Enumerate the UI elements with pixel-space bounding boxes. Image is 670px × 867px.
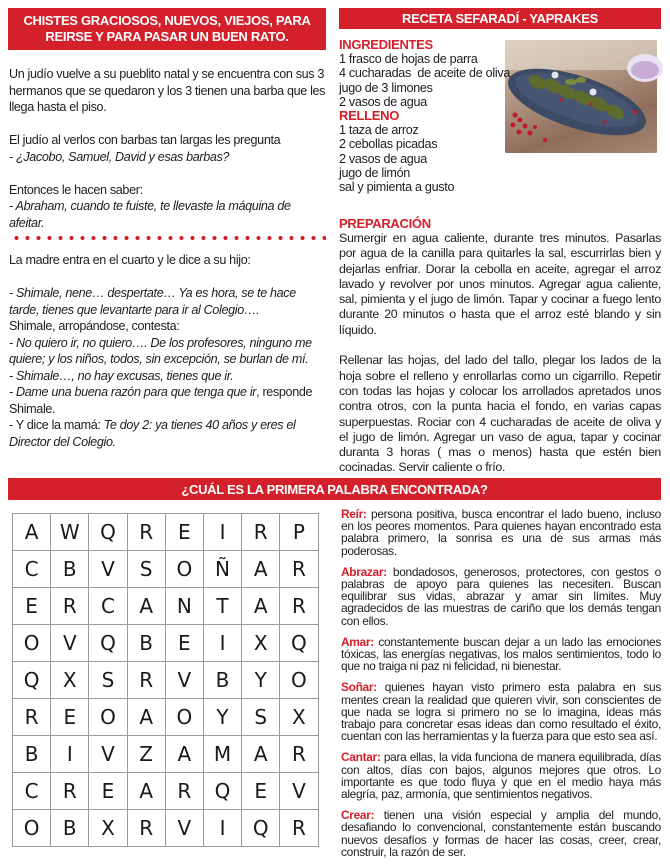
- grid-letter-cell[interactable]: A: [127, 773, 165, 810]
- grid-letter-cell[interactable]: Ñ: [203, 551, 241, 588]
- grid-letter-cell[interactable]: E: [89, 773, 127, 810]
- grid-letter-cell[interactable]: A: [13, 514, 51, 551]
- grid-letter-cell[interactable]: R: [13, 699, 51, 736]
- grid-letter-cell[interactable]: O: [13, 810, 51, 847]
- joke-2: [9, 252, 329, 450]
- filling-item: jugo de limón: [339, 166, 411, 181]
- grid-letter-cell[interactable]: Q: [242, 810, 280, 847]
- grid-letter-cell[interactable]: R: [280, 588, 318, 625]
- joke-1-punchline: - Abraham, cuando te fuiste, te llevaste la máquina de afeitar.: [9, 199, 291, 230]
- meaning-entry: [341, 751, 661, 800]
- grid-letter-cell[interactable]: X: [242, 625, 280, 662]
- grid-letter-cell[interactable]: A: [127, 699, 165, 736]
- grid-letter-cell[interactable]: V: [89, 736, 127, 773]
- grid-letter-cell[interactable]: C: [89, 588, 127, 625]
- grid-letter-cell[interactable]: A: [242, 551, 280, 588]
- grid-letter-cell[interactable]: Q: [280, 625, 318, 662]
- joke-2-narration: , responde Shimale.: [9, 385, 313, 416]
- grid-letter-cell[interactable]: O: [13, 625, 51, 662]
- meaning-term: Soñar:: [341, 680, 377, 695]
- grid-letter-cell[interactable]: S: [89, 662, 127, 699]
- meaning-term: Abrazar:: [341, 564, 387, 579]
- grid-letter-cell[interactable]: R: [51, 773, 89, 810]
- grid-letter-cell[interactable]: Q: [89, 514, 127, 551]
- joke-2-paragraph: Shimale, arropándose, contesta:: [9, 319, 180, 333]
- grid-letter-cell[interactable]: A: [242, 588, 280, 625]
- grid-letter-cell[interactable]: V: [51, 625, 89, 662]
- grid-letter-cell[interactable]: X: [51, 662, 89, 699]
- meaning-entry: [341, 809, 661, 858]
- meaning-text: para ellas, la vida funciona de manera equilibrada, días con altos, días con bajos, algunos mejores que otros. Lo importante es que todo fluya y que en el medio haya más alegría, paz, armonía, que sentimientos negativos.: [341, 750, 661, 802]
- grid-letter-cell[interactable]: R: [242, 514, 280, 551]
- word-meanings: [341, 508, 661, 867]
- ingredient-item: 1 frasco de hojas de parra: [339, 52, 478, 66]
- grid-letter-cell[interactable]: Z: [127, 736, 165, 773]
- grid-letter-cell[interactable]: I: [51, 736, 89, 773]
- grid-row: [13, 662, 319, 699]
- puzzle-section-title: ¿CUÁL ES LA PRIMERA PALABRA ENCONTRADA?: [8, 478, 661, 500]
- grid-letter-cell[interactable]: X: [89, 810, 127, 847]
- meaning-term: Amar:: [341, 634, 374, 649]
- filling-item: 2 vasos de agua: [339, 151, 427, 166]
- joke-1-dialogue: - ¿Jacobo, Samuel, David y esas barbas?: [9, 149, 230, 164]
- preparation-paragraph: Sumergir en agua caliente, durante tres minutos. Pasarlas por agua de la canilla para quitarles la sal, escurrirlas bien y dejarlas enfriar. Dorar la cebolla en aceite, agregar el arroz lavado y revolver por unos minutos. Agregar agua caliente, sal, pimienta y el jugo de limón. Tapar y cocinar a fuego lento durante 20 minutos o hasta que el arroz esté blando y sin líquido.: [339, 231, 661, 337]
- grid-letter-cell[interactable]: C: [13, 551, 51, 588]
- meaning-entry: [341, 636, 661, 673]
- grid-row: [13, 514, 319, 551]
- grid-row: [13, 588, 319, 625]
- joke-1-paragraph: El judío al verlos con barbas tan largas les pregunta: [9, 133, 281, 147]
- grid-letter-cell[interactable]: N: [165, 588, 203, 625]
- grid-letter-cell[interactable]: V: [165, 810, 203, 847]
- joke-2-dialogue: - No quiero ir, no quiero…. De los profesores, ninguno me quiere; y los niños, todos, sin excepción, se burlan de mí.: [9, 335, 312, 366]
- meaning-text: constantemente buscan dejar a un lado las emociones tóxicas, las energías negativas, los malos sentimientos, todo lo que no traiga ni paz ni felicidad, ni bienestar.: [341, 634, 661, 674]
- grid-letter-cell[interactable]: R: [127, 662, 165, 699]
- grid-letter-cell[interactable]: E: [165, 625, 203, 662]
- filling-heading: RELLENO: [339, 108, 400, 124]
- grid-letter-cell[interactable]: V: [280, 773, 318, 810]
- grid-letter-cell[interactable]: Y: [242, 662, 280, 699]
- grid-letter-cell[interactable]: Y: [203, 699, 241, 736]
- filling-item: 2 cebollas picadas: [339, 137, 438, 152]
- grid-row: [13, 699, 319, 736]
- ingredient-item: 2 vasos de agua: [339, 94, 427, 109]
- grid-row: [13, 736, 319, 773]
- filling-list: [339, 123, 661, 194]
- grid-letter-cell[interactable]: B: [203, 662, 241, 699]
- grid-letter-cell[interactable]: R: [280, 736, 318, 773]
- grid-letter-cell[interactable]: R: [127, 514, 165, 551]
- filling-item: 1 taza de arroz: [339, 123, 419, 138]
- grid-letter-cell[interactable]: C: [13, 773, 51, 810]
- grid-letter-cell[interactable]: Q: [89, 625, 127, 662]
- grid-letter-cell[interactable]: R: [165, 773, 203, 810]
- grid-letter-cell[interactable]: V: [89, 551, 127, 588]
- grid-letter-cell[interactable]: O: [89, 699, 127, 736]
- grid-letter-cell[interactable]: R: [280, 810, 318, 847]
- ingredient-item: 4 cucharadas de aceite de oliva: [339, 66, 511, 81]
- meaning-term: Cantar:: [341, 750, 381, 765]
- ingredient-item: jugo de 3 limones: [339, 80, 433, 95]
- grid-letter-cell[interactable]: Q: [13, 662, 51, 699]
- grid-letter-cell[interactable]: B: [51, 551, 89, 588]
- jokes-section-title: CHISTES GRACIOSOS, NUEVOS, VIEJOS, PARA REIRSE Y PARA PASAR UN BUEN RATO.: [8, 8, 326, 50]
- recipe-preparation: [339, 217, 661, 476]
- meaning-term: Crear:: [341, 808, 375, 823]
- grid-letter-cell[interactable]: X: [280, 699, 318, 736]
- grid-letter-cell[interactable]: M: [203, 736, 241, 773]
- recipe-section-title: RECETA SEFARADÍ - YAPRAKES: [339, 8, 661, 29]
- meaning-term: Reír:: [341, 507, 367, 521]
- meaning-text: bondadosos, generosos, protectores, con gestos o palabras de apoyo para quienes las necesiten. Buscan equilibrar sus vidas, abrazar y amar sin límites. Muy agradecidos de las muestras de cariño que los demás tengan con ellos.: [341, 564, 661, 628]
- grid-row: [13, 551, 319, 588]
- joke-2-dialogue: - Shimale…, no hay excusas, tienes que ir.: [9, 368, 234, 383]
- grid-letter-cell[interactable]: E: [165, 514, 203, 551]
- joke-2-dialogue: - Shimale, nene… despertate… Ya es hora, se te hace tarde, tienes que levantarte para ir al Colegio….: [9, 286, 296, 317]
- meaning-entry: [341, 566, 661, 627]
- grid-row: [13, 625, 319, 662]
- joke-1-paragraph: Un judío vuelve a su pueblito natal y se encuentra con sus 3 hermanos que se quedaron y los 3 tienen una barba que les llega hasta el piso.: [9, 67, 326, 114]
- meaning-text: tienen una visión especial y amplia del mundo, desafiando lo convencional, constantemente están buscando nuevos desafíos y formas de hacer las cosas, creer, crear, construir, la razón de ser.: [341, 808, 661, 859]
- joke-2-punchline: Te doy 2: ya tienes 40 años y eres el Director del Colegio.: [9, 418, 296, 449]
- grid-letter-cell[interactable]: R: [51, 588, 89, 625]
- meaning-text: quienes hayan visto primero esta palabra en sus mentes crean la realidad que quieren vivir, son conscientes de que nada se logra si primero no se lo imagina, ideas más trabajo para concretar esas ideas dan como resultado el éxito, cuentan con las herramientas y la fuerza para que esto sea así.: [341, 680, 661, 744]
- grid-letter-cell[interactable]: W: [51, 514, 89, 551]
- recipe-ingredients: [339, 38, 661, 195]
- grid-letter-cell[interactable]: E: [242, 773, 280, 810]
- dotted-divider: [11, 235, 326, 241]
- grid-letter-cell[interactable]: B: [127, 625, 165, 662]
- grid-row: [13, 810, 319, 847]
- grid-letter-cell[interactable]: S: [127, 551, 165, 588]
- preparation-paragraph: Rellenar las hojas, del lado del tallo, plegar los lados de la hoja sobre el relleno y enrollarlas como un cigarrillo. Repetir con todas las hojas y colocar los arrollados apretados unos contra otros, con la punta hacia el fondo, en varias capas superpuestas. Rociar con 4 cucharadas de aceite de oliva y el jugo de limón. Agregar un vaso de agua, tapar y cocinar duranta 3 horas ( mas o menos) hasta que estén bien cocinadas. Servir caliente o frío.: [339, 353, 661, 475]
- grid-letter-cell[interactable]: R: [280, 551, 318, 588]
- filling-item: sal y pimienta a gusto: [339, 180, 455, 195]
- grid-letter-cell[interactable]: I: [203, 514, 241, 551]
- joke-2-narration: - Y dice la mamá:: [9, 418, 104, 432]
- grid-letter-cell[interactable]: R: [127, 810, 165, 847]
- word-search-grid: [12, 513, 319, 847]
- grid-letter-cell[interactable]: I: [203, 810, 241, 847]
- ingredients-heading: INGREDIENTES: [339, 37, 433, 52]
- grid-row: [13, 773, 319, 810]
- grid-letter-cell[interactable]: P: [280, 514, 318, 551]
- grid-letter-cell[interactable]: V: [165, 662, 203, 699]
- joke-2-paragraph: La madre entra en el cuarto y le dice a su hijo:: [9, 253, 251, 267]
- meaning-entry: [341, 508, 661, 557]
- ingredients-list: [339, 52, 661, 109]
- grid-letter-cell[interactable]: Q: [203, 773, 241, 810]
- joke-1-paragraph: Entonces le hacen saber:: [9, 182, 143, 197]
- grid-letter-cell[interactable]: I: [203, 625, 241, 662]
- joke-2-dialogue: - Dame una buena razón para que tenga que ir: [9, 385, 257, 399]
- grid-letter-cell[interactable]: A: [242, 736, 280, 773]
- preparation-heading: PREPARACIÓN: [339, 216, 431, 231]
- grid-letter-cell[interactable]: E: [51, 699, 89, 736]
- grid-letter-cell[interactable]: T: [203, 588, 241, 625]
- joke-1: [9, 66, 329, 231]
- grid-letter-cell[interactable]: B: [13, 736, 51, 773]
- grid-letter-cell[interactable]: B: [51, 810, 89, 847]
- grid-letter-cell[interactable]: O: [280, 662, 318, 699]
- grid-letter-cell[interactable]: E: [13, 588, 51, 625]
- grid-letter-cell[interactable]: O: [165, 699, 203, 736]
- meaning-entry: [341, 681, 661, 742]
- grid-letter-cell[interactable]: A: [165, 736, 203, 773]
- meaning-text: persona positiva, busca encontrar el lado bueno, incluso en los peores momentos. Para quienes hayan encontrado esta palabra primero, la sonrisa es una de sus armas más poderosas.: [341, 507, 661, 558]
- grid-letter-cell[interactable]: O: [165, 551, 203, 588]
- grid-letter-cell[interactable]: A: [127, 588, 165, 625]
- grid-letter-cell[interactable]: S: [242, 699, 280, 736]
